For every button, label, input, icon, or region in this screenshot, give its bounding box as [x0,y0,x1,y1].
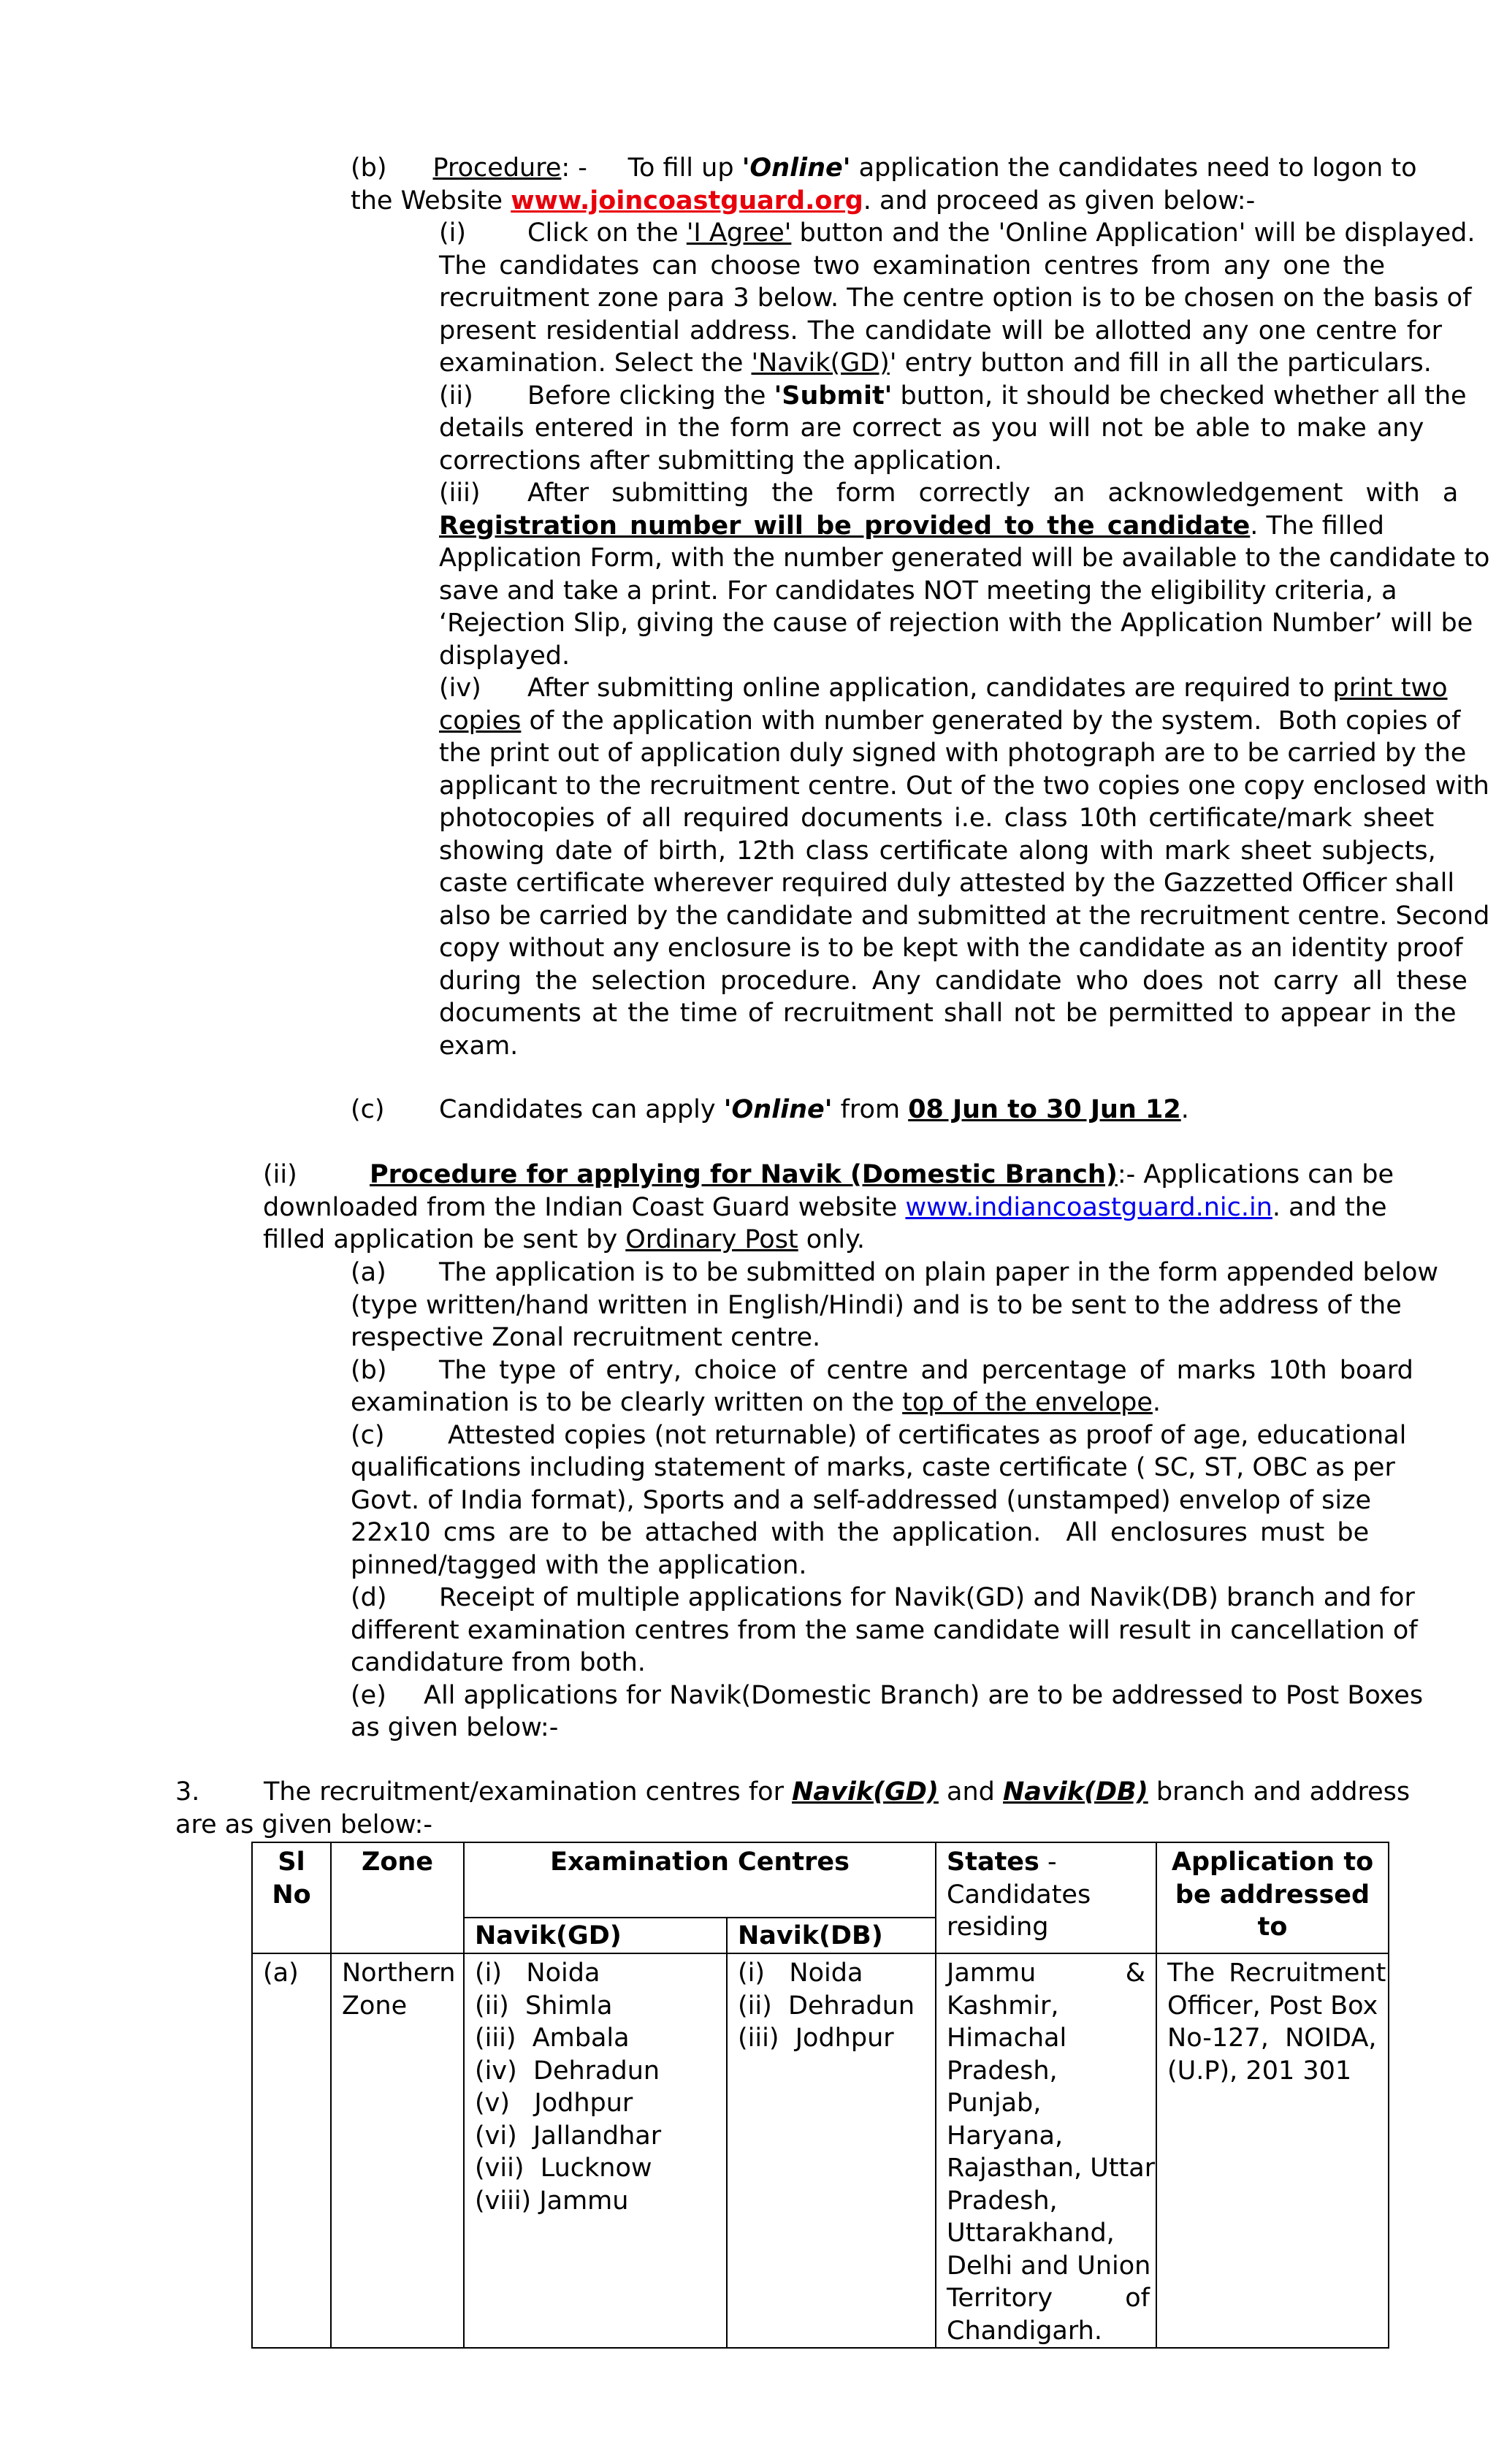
header-navik-db: Navik(DB) [727,1918,936,1953]
section-ii-line-2: downloaded from the Indian Coast Guard website www.indiancoastguard.nic.in. and the [263,1192,1387,1222]
address-line: (U.P), 201 301 [1167,2056,1352,2086]
gd-centre: (vi) Jallandhar [475,2121,662,2151]
top-of-envelope-text: top of the envelope [902,1388,1153,1417]
row-states [936,1953,1156,2348]
item-ii-line-1: (ii) Before clicking the 'Submit' button, it should be checked whether all the [439,380,1408,413]
address-line: Officer, Post Box [1167,1991,1378,2021]
states-line: Territory of [947,2284,1150,2313]
procedure-label: Procedure [432,153,562,183]
recruitment-centres-table [251,1842,1389,2349]
states-line: Haryana, [947,2121,1064,2151]
header-exam-centres: Examination Centres [464,1842,936,1918]
item-i-line-5: examination. Select the 'Navik(GD)' entry button and fill in all the particulars. [439,348,1432,378]
item-iii-line-4: save and take a print. For candidates NOT meeting the eligibility criteria, a [439,576,1397,606]
states-line: Pradesh, [947,2186,1058,2216]
address-line: The Recruitment [1167,1958,1386,1988]
row-db-centres [727,1953,936,2348]
sub-c-line-4: 22x10 cms are to be attached with the application. All enclosures must be [351,1518,1370,1547]
sub-a-line-1: (a) The application is to be submitted on plain paper in the form appended below [351,1256,1373,1289]
db-centre: (ii) Dehradun [738,1991,915,2021]
sub-a-marker: (a) [351,1258,386,1287]
item-iii-line-3: Application Form, with the number generated will be available to the candidate to [439,543,1490,573]
item-iv-line-7: caste certificate wherever required duly attested by the Gazzetted Officer shall [439,869,1455,898]
sub-c-marker: (c) [351,1420,385,1450]
section-b-line-1: (b) Procedure: - To fill up 'Online' application the candidates need to logon to [351,153,1417,183]
navik-db-emphasis: Navik(DB) [1003,1777,1148,1807]
row-sl: (a) [252,1953,331,2348]
item-iii-line-2: Registration number will be provided to the candidate. The filled [439,511,1385,541]
item-iv-line-10: during the selection procedure. Any candidate who does not carry all these [439,966,1468,996]
sub-d-line-3: candidature from both. [351,1648,646,1677]
section-ii-subitems [351,1256,1439,1744]
item-i-line-2: The candidates can choose two examination centres from any one the [439,251,1385,281]
states-line: Rajasthan, Uttar [947,2154,1156,2183]
online-emphasis: 'Online' [741,153,851,183]
section-b-line-2: the Website www.joincoastguard.org. and proceed as given below:- [351,186,1256,215]
joincoastguard-link[interactable]: www.joincoastguard.org [511,186,863,215]
para-3-line-2: are as given below:- [175,1809,433,1839]
item-iv-line-4: applicant to the recruitment centre. Out of the two copies one copy enclosed with [439,771,1489,801]
sub-d-marker: (d) [351,1583,387,1612]
item-i-line-1: (i) Click on the 'I Agree' button and the 'Online Application' will be displayed. [439,217,1408,250]
item-iii-line-5: ‘Rejection Slip, giving the cause of rejection with the Application Number’ will be [439,609,1473,638]
sub-a-line-3: respective Zonal recruitment centre. [351,1323,821,1352]
sub-c-line-5: pinned/tagged with the application. [351,1550,807,1580]
db-centre: (i) Noida [738,1958,863,1988]
states-line: Delhi and Union [947,2251,1151,2281]
sub-d-line-2: different examination centres from the same candidate will result in cancellation of [351,1615,1418,1645]
sub-d-line-1: (d) Receipt of multiple applications for Navik(GD) and Navik(DB) branch and for [351,1582,1373,1614]
sub-e-line-2: as given below:- [351,1713,559,1742]
states-line [947,1957,1145,1990]
item-iii-marker: (iii) [439,478,481,508]
section-b-marker: (b) [351,153,387,183]
navik-gd-entry-text: 'Navik(GD) [751,348,890,378]
section-b [351,152,1417,217]
item-iv-line-1: (iv) After submitting online application, candidates are required to print two [439,672,1408,705]
sub-e-marker: (e) [351,1680,386,1710]
indiancoastguard-link[interactable]: www.indiancoastguard.nic.in [905,1192,1272,1222]
item-iv-marker: (iv) [439,674,481,703]
ordinary-post-text: Ordinary Post [625,1225,798,1254]
navik-gd-emphasis: Navik(GD) [792,1777,939,1807]
item-iv-line-5: photocopies of all required documents i.e. class 10th certificate/mark sheet [439,804,1435,833]
gd-centre: (i) Noida [475,1958,600,1988]
states-line: Punjab, [947,2089,1042,2118]
section-ii-line-3: filled application be sent by Ordinary Post only. [263,1225,865,1254]
item-iv-line-12: exam. [439,1031,519,1061]
states-line: Pradesh, [947,2056,1058,2086]
sub-e-line-1: (e) All applications for Navik(Domestic Branch) are to be addressed to Post Boxes [351,1679,1373,1712]
item-ii-marker: (ii) [439,381,473,411]
item-iv-line-8: also be carried by the candidate and submitted at the recruitment centre. Second [439,901,1490,931]
table-row [252,1953,1389,2348]
registration-number-text: Registration number will be provided to the candidate [439,511,1251,541]
row-gd-centres [464,1953,727,2348]
application-dates: 08 Jun to 30 Jun 12 [908,1095,1181,1124]
para-3-line-1: 3. The recruitment/examination centres for Navik(GD) and Navik(DB) branch and address [175,1776,1373,1809]
states-line: Himachal [947,2024,1067,2053]
section-c: (c) Candidates can apply 'Online' from 08 Jun to 30 Jun 12. [351,1094,1388,1126]
sub-b-line-1: (b) The type of entry, choice of centre and percentage of marks 10th board [351,1354,1373,1387]
db-centre: (iii) Jodhpur [738,2024,894,2053]
i-agree-text: 'I Agree' [686,218,792,248]
item-iii-line-1: (iii) After submitting the form correctly an acknowledgement with a [439,477,1408,510]
gd-centre: (viii) Jammu [475,2186,629,2216]
para-3-marker: 3. [175,1777,200,1807]
states-line: Kashmir, [947,1991,1059,2021]
item-ii-line-3: corrections after submitting the application. [439,446,1003,476]
header-navik-gd: Navik(GD) [464,1918,727,1953]
section-ii-line-1: (ii) Procedure for applying for Navik (Domestic Branch):- Applications can be [263,1159,1373,1191]
para-3 [175,1776,1411,1841]
item-i-line-3: recruitment zone para 3 below. The centre option is to be chosen on the basis of [439,283,1472,313]
sub-b-marker: (b) [351,1355,387,1385]
gd-centre: (ii) Shimla [475,1991,613,2021]
item-i-marker: (i) [439,218,467,248]
header-application-address: Application to be addressed to [1156,1842,1389,1953]
item-i-line-4: present residential address. The candidate will be allotted any one centre for [439,316,1443,346]
print-two-text: print two [1332,674,1448,703]
states-line: Uttarakhand, [947,2219,1115,2248]
states-word: Jammu [947,1958,1037,1988]
sub-b-line-2: examination is to be clearly written on the top of the envelope. [351,1388,1161,1417]
gd-centre: (vii) Lucknow [475,2154,652,2183]
sub-c-line-2: qualifications including statement of marks, caste certificate ( SC, ST, OBC as per [351,1453,1395,1482]
sub-c-line-3: Govt. of India format), Sports and a self-addressed (unstamped) envelop of size [351,1485,1371,1515]
gd-centre: (iii) Ambala [475,2024,630,2053]
gd-centre: (iv) Dehradun [475,2056,660,2086]
item-iv-line-9: copy without any enclosure is to be kept with the candidate as an identity proof [439,934,1463,963]
states-word: & [1125,1958,1146,1988]
table-header-row-1 [252,1842,1389,1918]
header-states: States - Candidates residing [936,1842,1156,1953]
item-iv-line-2: copies of the application with number generated by the system. Both copies of [439,706,1461,736]
item-iv-line-6: showing date of birth, 12th class certificate along with mark sheet subjects, [439,836,1436,866]
section-b-items [439,217,1490,1062]
submit-text: 'Submit' [774,381,893,411]
sub-c-line-1: (c) Attested copies (not returnable) of certificates as proof of age, educational [351,1419,1373,1452]
states-line: Chandigarh. [947,2316,1102,2346]
item-iv-line-3: the print out of application duly signed with photograph are to be carried by the [439,739,1467,768]
address-line: No-127, NOIDA, [1167,2024,1377,2053]
copies-text: copies [439,706,522,736]
section-ii-marker: (ii) [263,1160,297,1189]
header-zone: Zone [331,1842,464,1953]
header-sl-no: Sl No [252,1842,331,1953]
section-ii [263,1159,1394,1256]
row-zone: Northern Zone [331,1953,464,2348]
item-ii-line-2: details entered in the form are correct as you will not be able to make any [439,413,1424,443]
row-address [1156,1953,1389,2348]
online-emphasis-2: 'Online' [723,1095,833,1124]
sub-a-line-2: (type written/hand written in English/Hindi) and is to be sent to the address of the [351,1290,1402,1320]
navik-db-procedure-heading: Procedure for applying for Navik (Domestic Branch) [370,1160,1118,1189]
section-c-marker: (c) [351,1095,385,1124]
item-iii-line-6: displayed. [439,641,570,671]
gd-centre: (v) Jodhpur [475,2089,633,2118]
item-iv-line-11: documents at the time of recruitment shall not be permitted to appear in the [439,999,1457,1028]
